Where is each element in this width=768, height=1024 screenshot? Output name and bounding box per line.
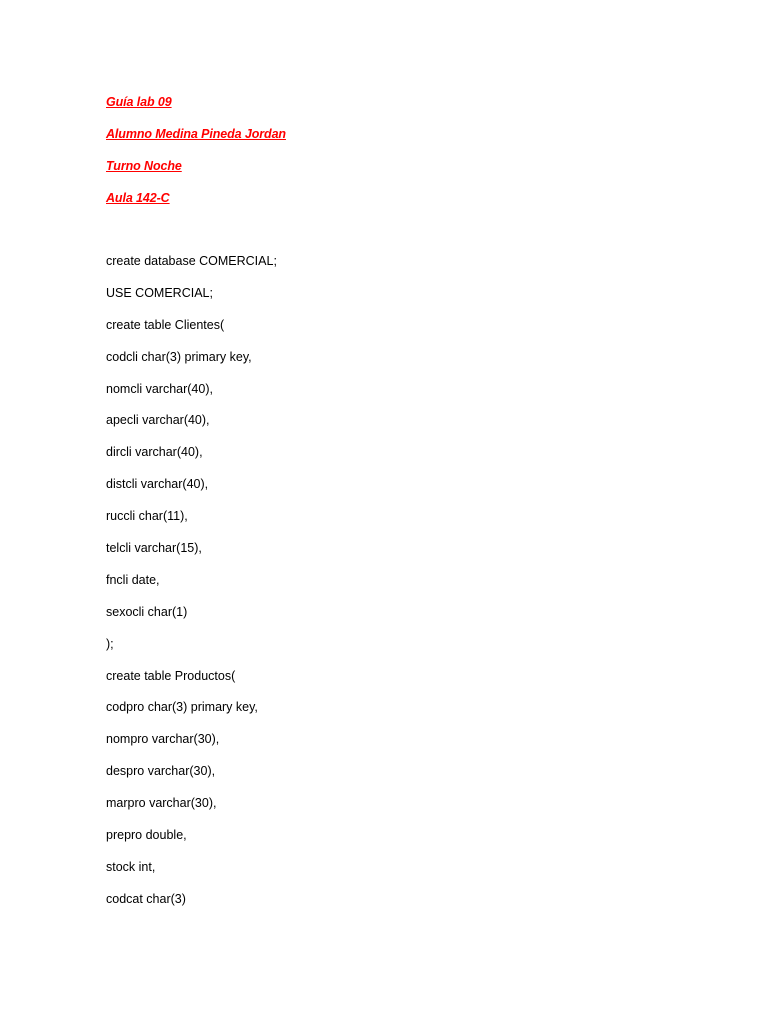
sql-line: fncli date, [106,572,160,587]
student-name: Alumno Medina Pineda Jordan [106,127,286,141]
classroom-label: Aula 142-C [106,191,170,205]
sql-line: ); [106,636,114,651]
sql-code-block [106,246,277,916]
document-header [106,86,286,214]
sql-line: nomcli varchar(40), [106,381,213,396]
sql-line: create table Clientes( [106,317,225,332]
sql-line: prepro double, [106,828,187,843]
sql-line: distcli varchar(40), [106,477,209,492]
lab-guide-title: Guía lab 09 [106,95,172,109]
sql-line: telcli varchar(15), [106,541,202,556]
sql-line: dircli varchar(40), [106,445,203,460]
sql-line: codpro char(3) primary key, [106,700,258,715]
sql-line: create table Productos( [106,668,236,683]
sql-line: create database COMERCIAL; [106,254,277,268]
sql-line: ruccli char(11), [106,509,188,524]
sql-line: USE COMERCIAL; [106,285,213,300]
sql-line: sexocli char(1) [106,604,188,619]
sql-line: despro varchar(30), [106,764,216,779]
sql-line: nompro varchar(30), [106,732,220,747]
sql-line: codcli char(3) primary key, [106,349,252,364]
shift-label: Turno Noche [106,159,182,173]
sql-line: codcat char(3) [106,891,186,906]
sql-line: marpro varchar(30), [106,796,217,811]
sql-line: stock int, [106,859,156,874]
sql-line: apecli varchar(40), [106,413,210,428]
